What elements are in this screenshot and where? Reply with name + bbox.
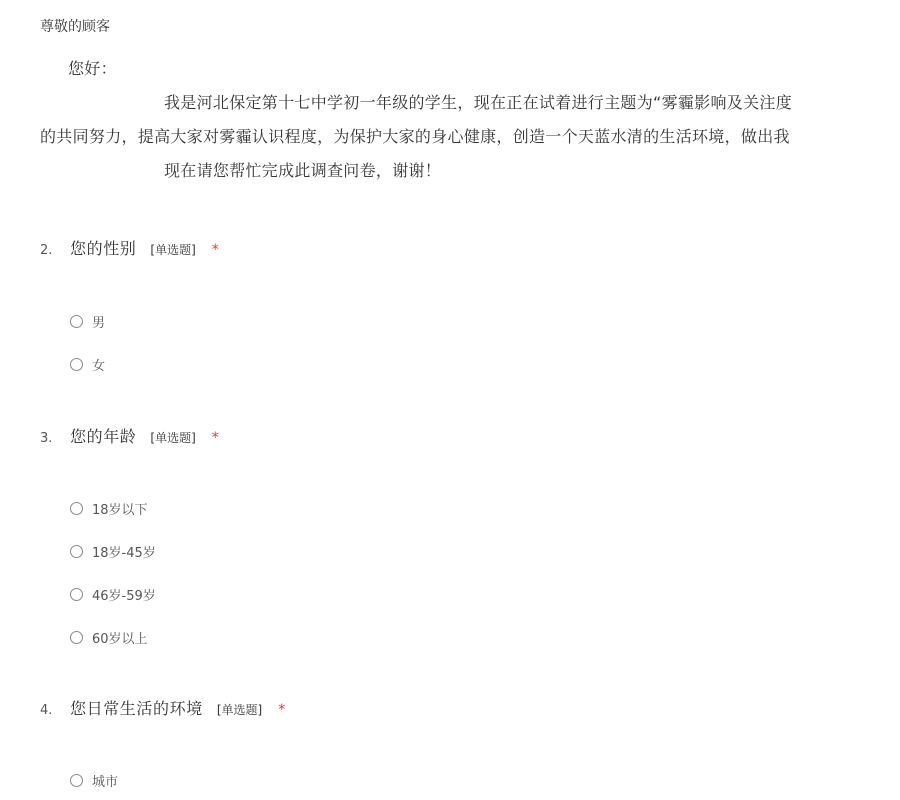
radio-button[interactable] xyxy=(70,588,83,601)
radio-button[interactable] xyxy=(70,502,83,515)
radio-button[interactable] xyxy=(70,631,83,644)
intro-paragraph-3: 现在请您帮忙完成此调查问卷，谢谢！ xyxy=(164,161,442,180)
question-number: 4. xyxy=(40,703,53,718)
option-under-18[interactable] xyxy=(70,499,148,518)
question-header xyxy=(40,696,900,719)
question-title: 您的性别 xyxy=(70,239,137,258)
option-label: 女 xyxy=(92,359,106,374)
required-star: * xyxy=(211,242,219,258)
question-living-environment xyxy=(40,696,900,790)
option-label: 城市 xyxy=(92,775,119,790)
radio-button[interactable] xyxy=(70,315,83,328)
option-46-59[interactable] xyxy=(70,585,156,604)
question-gender xyxy=(40,236,900,374)
option-city[interactable] xyxy=(70,771,118,790)
option-60-plus[interactable] xyxy=(70,628,148,647)
question-header xyxy=(40,424,900,447)
question-title: 您的年龄 xyxy=(70,427,137,446)
question-type-badge: [单选题] xyxy=(150,431,196,445)
salutation: 尊敬的顾客 xyxy=(40,19,110,35)
question-type-badge: [单选题] xyxy=(216,703,263,717)
option-label: 60岁以上 xyxy=(92,632,148,647)
option-female[interactable] xyxy=(70,355,105,374)
intro-paragraph-1: 我是河北保定第十七中学初一年级的学生，现在正在试着进行主题为“雾霾影响及关注度 xyxy=(164,93,792,112)
intro-paragraph-2: 的共同努力，提高大家对雾霾认识程度，为保护大家的身心健康，创造一个天蓝水清的生活环境，做出我 xyxy=(40,127,790,146)
question-number: 3. xyxy=(40,431,53,446)
radio-button[interactable] xyxy=(70,774,83,787)
question-type-badge: [单选题] xyxy=(150,243,196,257)
option-18-45[interactable] xyxy=(70,542,156,561)
radio-button[interactable] xyxy=(70,545,83,558)
option-male[interactable] xyxy=(70,312,105,331)
question-header xyxy=(40,236,900,259)
option-label: 18岁-45岁 xyxy=(92,546,156,561)
question-age xyxy=(40,424,900,647)
radio-button[interactable] xyxy=(70,358,83,371)
option-label: 男 xyxy=(92,316,106,331)
intro-hello: 您好： xyxy=(68,59,117,78)
question-title: 您日常生活的环境 xyxy=(70,699,203,718)
option-label: 46岁-59岁 xyxy=(92,589,156,604)
required-star: * xyxy=(278,702,286,718)
option-label: 18岁以下 xyxy=(92,503,148,518)
required-star: * xyxy=(211,430,219,446)
question-number: 2. xyxy=(40,243,53,258)
